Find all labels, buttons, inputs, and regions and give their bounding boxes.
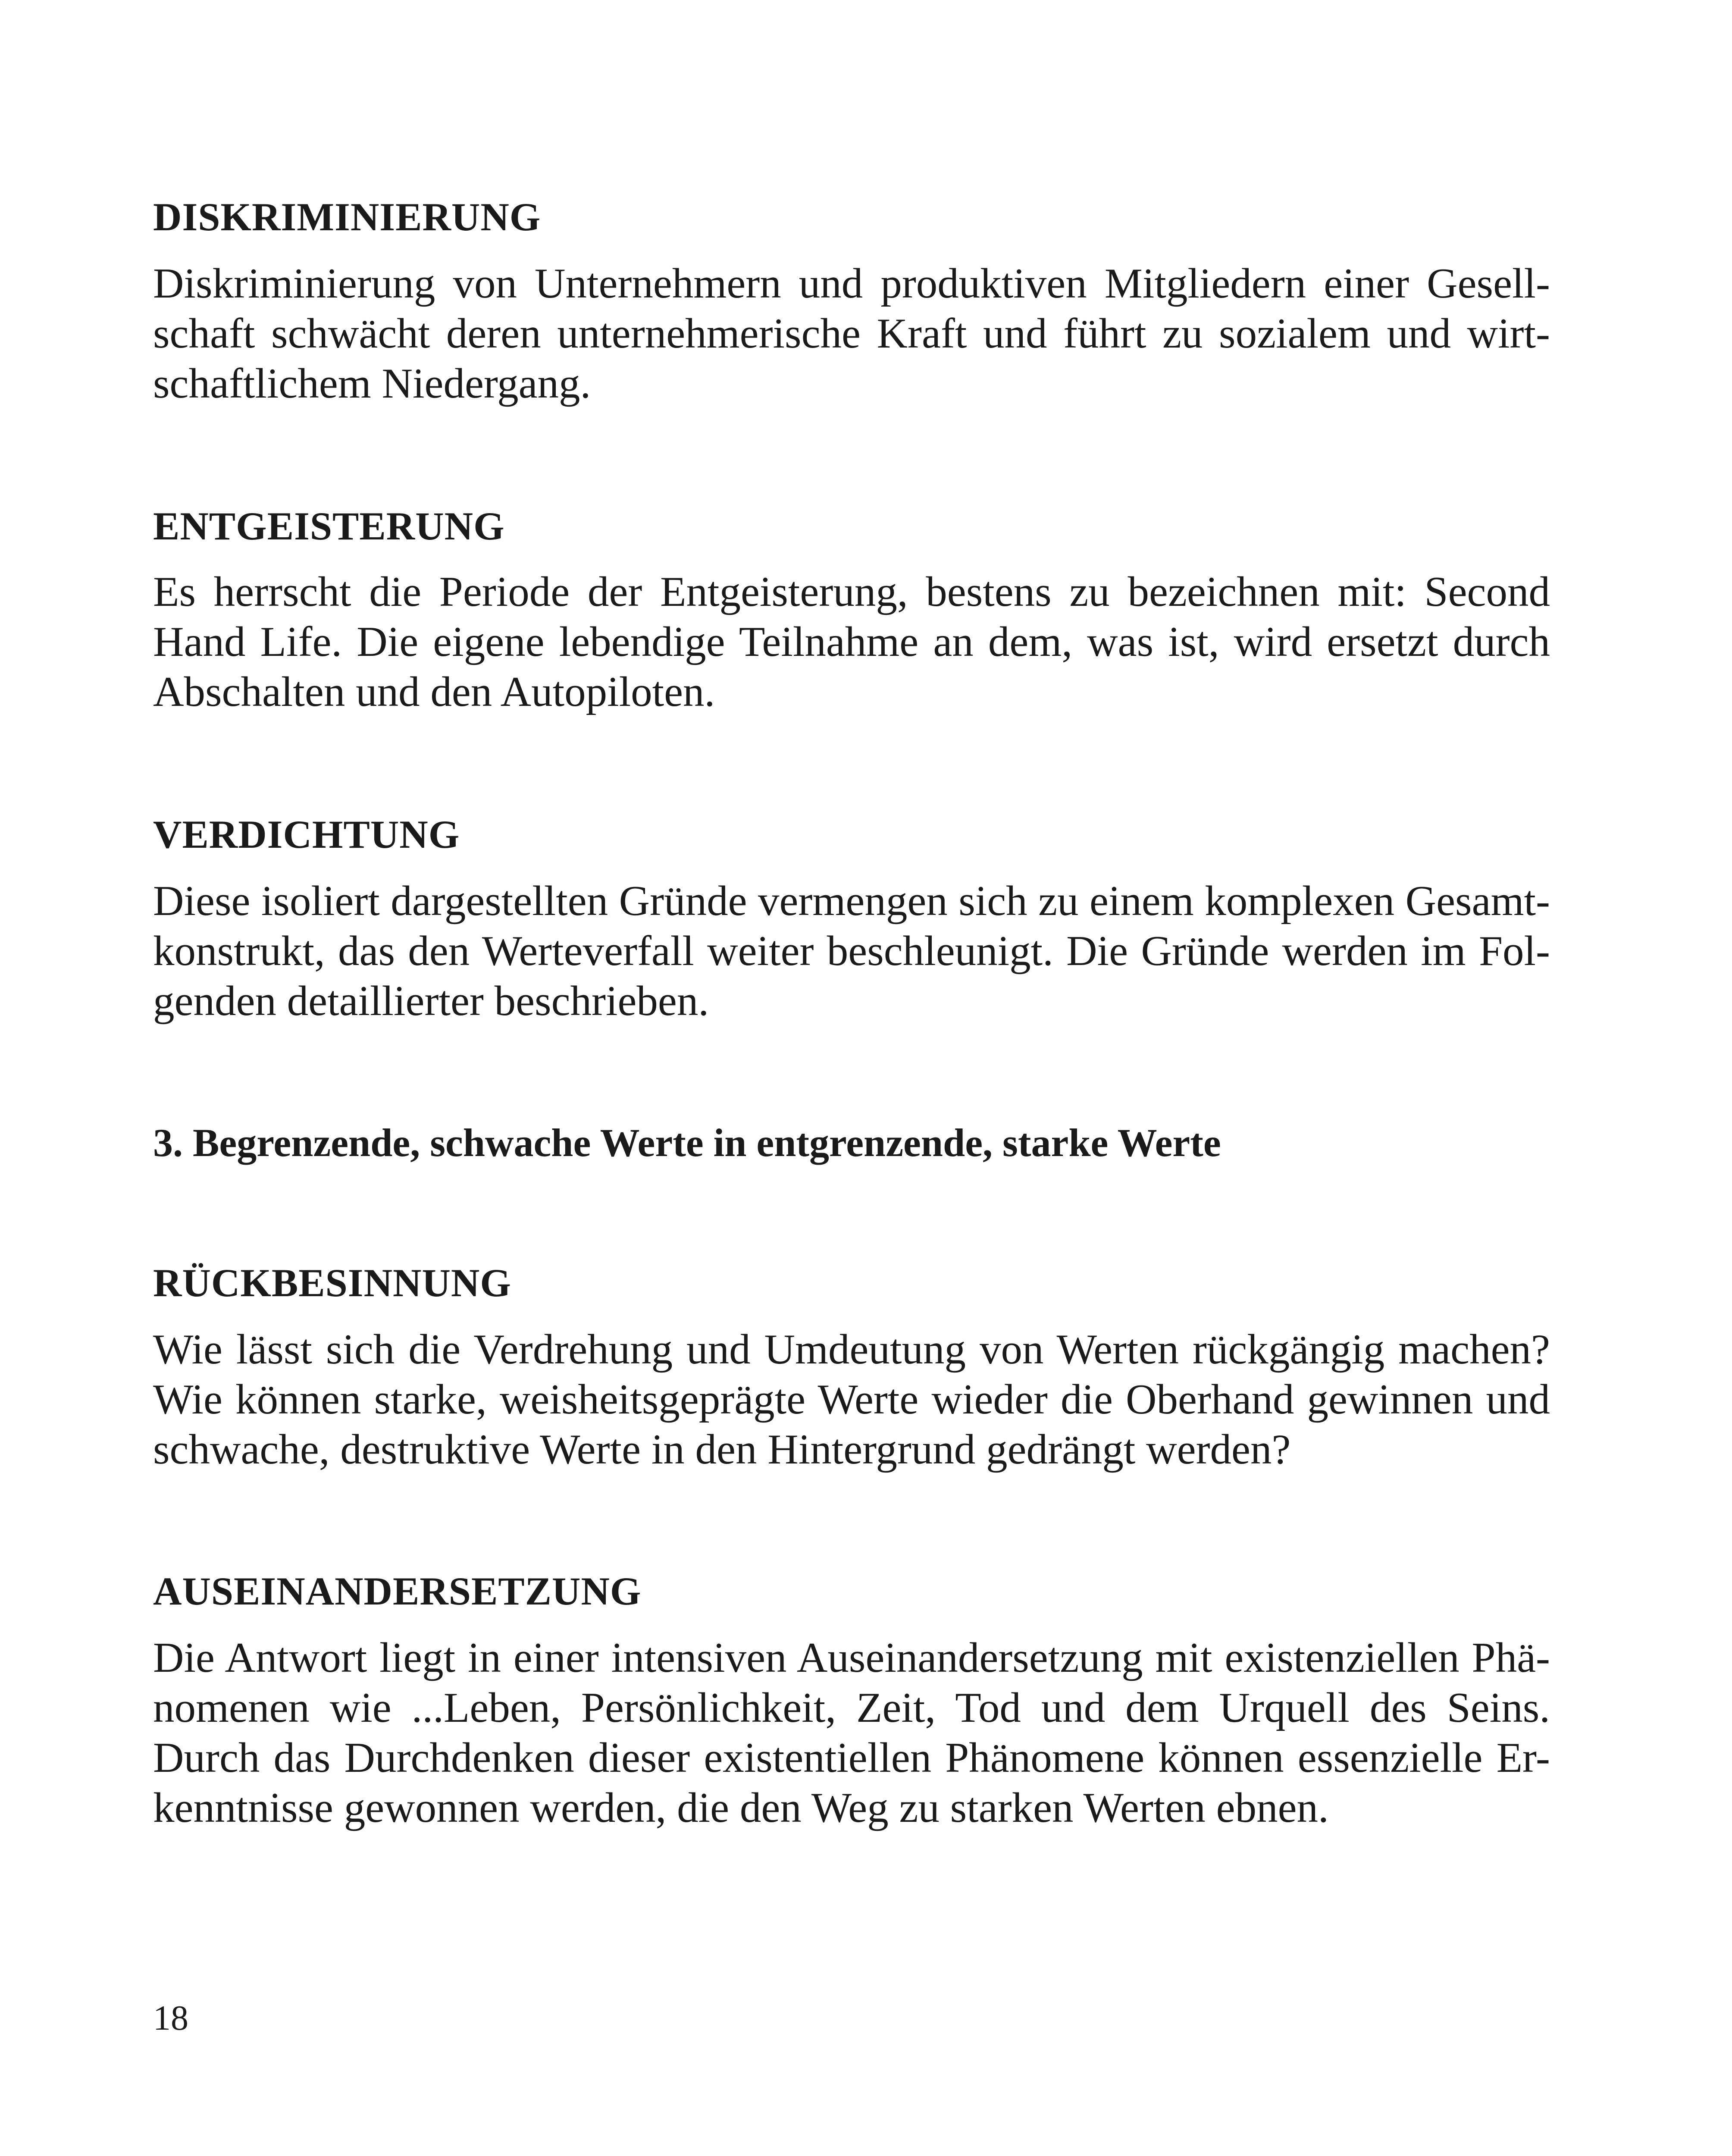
page-number: 18 (153, 1998, 188, 2037)
paragraph-line: Abschalten und den Autopiloten. (153, 668, 715, 715)
paragraph-rueckbesinnung (153, 1325, 1550, 1475)
paragraph-line: konstrukt, das den Werteverfall weiter beschleunigt. Die Gründe werden im Fol- (153, 928, 1550, 975)
paragraph-line: nomenen wie ...Leben, Persönlichkeit, Zeit, Tod und dem Urquell des Seins. (153, 1684, 1550, 1731)
heading-diskriminierung: DISKRIMINIERUNG (153, 195, 541, 239)
paragraph-line: Durch das Durchdenken dieser existentiellen Phänomene können essenzielle Er- (153, 1734, 1550, 1781)
heading-auseinandersetzung: AUSEINANDERSETZUNG (153, 1569, 642, 1613)
paragraph-line: Diskriminierung von Unternehmern und produktiven Mitgliedern einer Gesell- (153, 260, 1550, 307)
heading-verdichtung: VERDICHTUNG (153, 812, 460, 856)
paragraph-line: schaft schwächt deren unternehmerische Kraft und führt zu sozialem und wirt- (153, 310, 1550, 357)
section-title: 3. Begrenzende, schwache Werte in entgrenzende, starke Werte (153, 1121, 1221, 1165)
paragraph-line: schaftlichem Niedergang. (153, 360, 591, 407)
paragraph-line: Diese isoliert dargestellten Gründe vermengen sich zu einem komplexen Gesamt- (153, 877, 1550, 924)
heading-entgeisterung: ENTGEISTERUNG (153, 504, 505, 548)
paragraph-entgeisterung (153, 567, 1550, 717)
paragraph-line: schwache, destruktive Werte in den Hintergrund gedrängt werden? (153, 1426, 1291, 1473)
paragraph-line: Wie können starke, weisheitsgeprägte Werte wieder die Oberhand gewinnen und (153, 1376, 1550, 1423)
paragraph-line: Wie lässt sich die Verdrehung und Umdeutung von Werten rückgängig machen? (153, 1326, 1550, 1373)
paragraph-diskriminierung (153, 259, 1550, 409)
paragraph-line: genden detaillierter beschrieben. (153, 978, 709, 1025)
paragraph-line: Es herrscht die Periode der Entgeisterung, bestens zu bezeichnen mit: Second (153, 568, 1550, 615)
paragraph-line: kenntnisse gewonnen werden, die den Weg zu starken Werten ebnen. (153, 1784, 1329, 1831)
paragraph-verdichtung (153, 876, 1550, 1026)
paragraph-line: Die Antwort liegt in einer intensiven Auseinandersetzung mit existenziellen Phä- (153, 1634, 1550, 1681)
paragraph-auseinandersetzung (153, 1633, 1550, 1833)
heading-rueckbesinnung: RÜCKBESINNUNG (153, 1261, 511, 1305)
paragraph-line: Hand Life. Die eigene lebendige Teilnahme an dem, was ist, wird ersetzt durch (153, 618, 1550, 665)
